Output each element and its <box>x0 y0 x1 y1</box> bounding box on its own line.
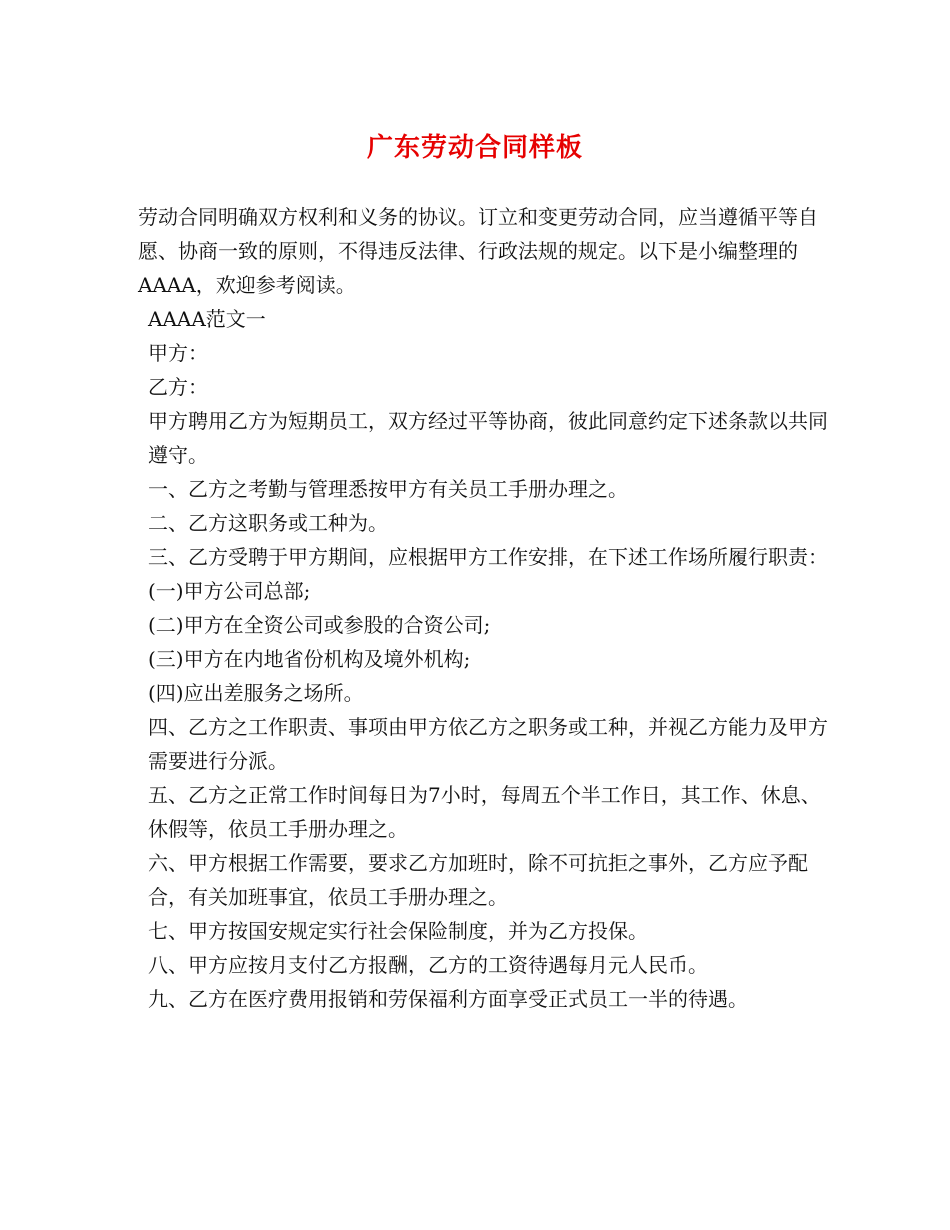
intro-paragraph: 劳动合同明确双方权利和义务的协议。订立和变更劳动合同，应当遵循平等自愿、协商一致的原则，不得违反法律、行政法规的规定。以下是小编整理的AAAA，欢迎参考阅读。 <box>138 205 818 297</box>
document-title: 广东劳动合同样板 <box>366 133 583 163</box>
clause-2: 二、乙方这职务或工种为。 <box>148 511 388 535</box>
clause-4: 四、乙方之工作职责、事项由甲方依乙方之职务或工种，并视乙方能力及甲方需要进行分派。 <box>148 715 828 773</box>
party-b-line: 乙方： <box>148 375 208 399</box>
clause-3: 三、乙方受聘于甲方期间，应根据甲方工作安排，在下述工作场所履行职责： <box>148 545 828 569</box>
clause-5: 五、乙方之正常工作时间每日为7小时，每周五个半工作日，其工作、休息、休假等，依员工手册办理之。 <box>148 783 821 841</box>
sample-heading: AAAA范文一 <box>148 307 266 331</box>
clause-3-item-1: (一)甲方公司总部; <box>148 579 311 603</box>
clause-3-item-4: (四)应出差服务之场所。 <box>148 681 364 705</box>
clause-9: 九、乙方在医疗费用报销和劳保福利方面享受正式员工一半的待遇。 <box>148 987 748 1011</box>
clause-3-item-3: (三)甲方在内地省份机构及境外机构; <box>148 647 471 671</box>
document-body <box>138 200 828 1016</box>
clause-8: 八、甲方应按月支付乙方报酬，乙方的工资待遇每月元人民币。 <box>148 953 708 977</box>
clause-6: 六、甲方根据工作需要，要求乙方加班时，除不可抗拒之事外，乙方应予配合，有关加班事宜，依员工手册办理之。 <box>148 851 808 909</box>
clause-1: 一、乙方之考勤与管理悉按甲方有关员工手册办理之。 <box>148 477 628 501</box>
clause-7: 七、甲方按国安规定实行社会保险制度，并为乙方投保。 <box>148 919 648 943</box>
clause-3-item-2: (二)甲方在全资公司或参股的合资公司; <box>148 613 491 637</box>
agreement-preamble: 甲方聘用乙方为短期员工，双方经过平等协商，彼此同意约定下述条款以共同遵守。 <box>148 409 828 467</box>
party-a-line: 甲方： <box>148 341 208 365</box>
